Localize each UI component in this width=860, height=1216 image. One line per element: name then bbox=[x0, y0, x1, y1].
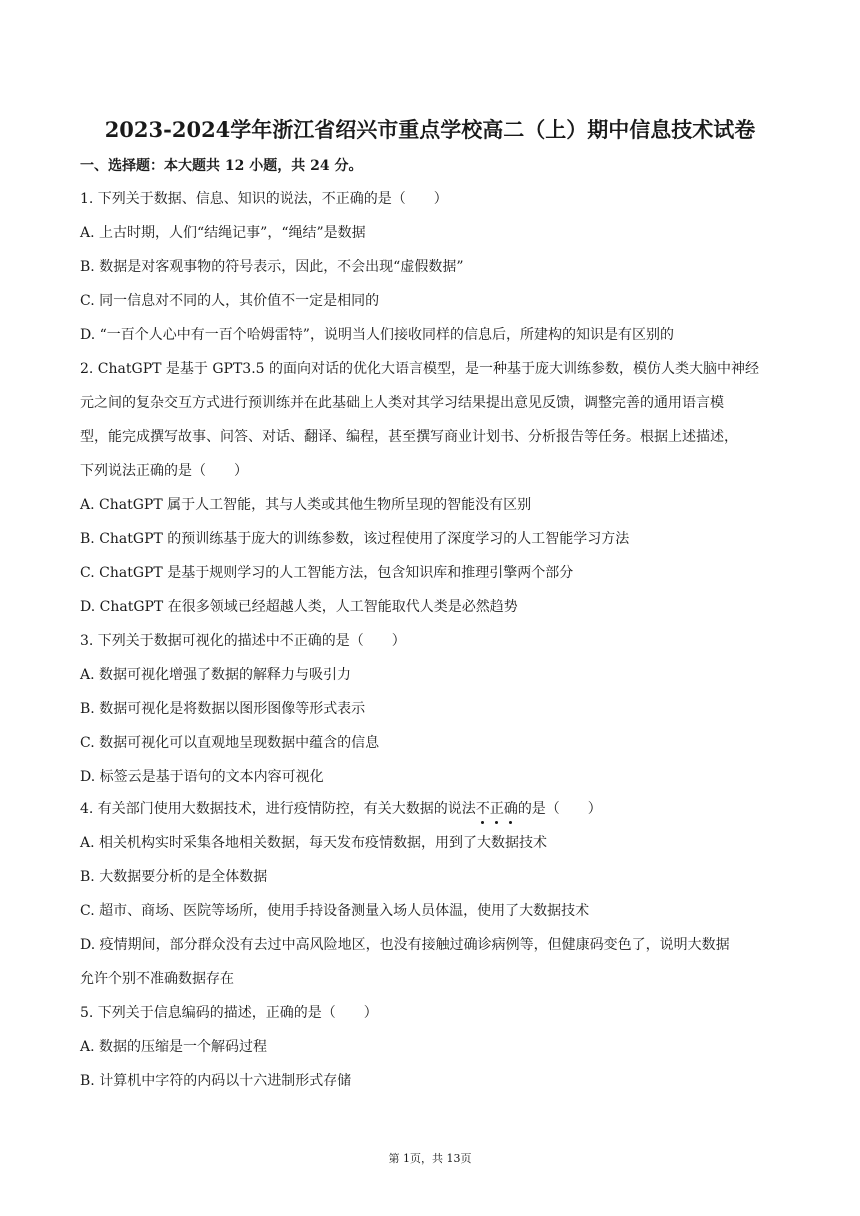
question-2-option-a: A. ChatGPT 属于人工智能，其与人类或其他生物所呈现的智能没有区别 bbox=[80, 497, 532, 513]
question-4-option-c: C. 超市、商场、医院等场所，使用手持设备测量入场人员体温，使用了大数据技术 bbox=[80, 903, 590, 919]
emphasis-char: 不 bbox=[475, 801, 490, 817]
emphasis-char: 正 bbox=[489, 801, 504, 817]
question-3-stem: 3. 下列关于数据可视化的描述中不正确的是（ ） bbox=[80, 633, 406, 649]
question-1-option-b: B. 数据是对客观事物的符号表示，因此，不会出现“虚假数据” bbox=[80, 259, 464, 275]
question-2-stem-line-3: 型，能完成撰写故事、问答、对话、翻译、编程，甚至撰写商业计划书、分析报告等任务。根据上述描述， bbox=[80, 429, 738, 445]
question-5-option-a: A. 数据的压缩是一个解码过程 bbox=[80, 1039, 268, 1055]
question-3-option-c: C. 数据可视化可以直观地呈现数据中蕴含的信息 bbox=[80, 735, 380, 751]
question-4-option-b: B. 大数据要分析的是全体数据 bbox=[80, 869, 268, 885]
question-2-option-d: D. ChatGPT 在很多领域已经超越人类，人工智能取代人类是必然趋势 bbox=[80, 599, 518, 615]
question-4-option-d-line-2: 允许个别不准确数据存在 bbox=[80, 971, 234, 987]
page-footer: 第 1页，共 13页 bbox=[388, 1152, 472, 1165]
page-title: 2023-2024学年浙江省绍兴市重点学校高二（上）期中信息技术试卷 bbox=[104, 117, 756, 142]
question-4-stem-text: 4. 有关部门使用大数据技术，进行疫情防控，有关大数据的说法 bbox=[80, 801, 476, 817]
question-3-option-d: D. 标签云是基于语句的文本内容可视化 bbox=[80, 769, 324, 785]
question-4-option-a: A. 相关机构实时采集各地相关数据，每天发布疫情数据，用到了大数据技术 bbox=[80, 835, 548, 851]
question-4-stem-tail: 的是（ ） bbox=[517, 801, 602, 817]
question-5-stem: 5. 下列关于信息编码的描述，正确的是（ ） bbox=[80, 1005, 378, 1021]
question-3-option-a: A. 数据可视化增强了数据的解释力与吸引力 bbox=[80, 667, 352, 683]
question-2-stem-line-4: 下列说法正确的是（ ） bbox=[80, 463, 248, 479]
question-2-option-b: B. ChatGPT 的预训练基于庞大的训练参数，该过程使用了深度学习的人工智能学习方法 bbox=[80, 531, 630, 547]
question-1-option-d: D. “一百个人心中有一百个哈姆雷特”，说明当人们接收同样的信息后，所建构的知识是有区别的 bbox=[80, 327, 674, 343]
question-1-stem: 1. 下列关于数据、信息、知识的说法，不正确的是（ ） bbox=[80, 191, 448, 207]
question-2-stem-line-1: 2. ChatGPT 是基于 GPT3.5 的面向对话的优化大语言模型，是一种基于庞大训练参数，模仿人类大脑中神经 bbox=[80, 361, 760, 377]
question-3-option-b: B. 数据可视化是将数据以图形图像等形式表示 bbox=[80, 701, 366, 717]
question-5-option-b: B. 计算机中字符的内码以十六进制形式存储 bbox=[80, 1073, 352, 1089]
question-4-stem bbox=[80, 799, 602, 819]
question-4-option-d-line-1: D. 疫情期间，部分群众没有去过中高风险地区，也没有接触过确诊病例等，但健康码变色了，说明大数据 bbox=[80, 937, 730, 953]
question-2-stem-line-2: 元之间的复杂交互方式进行预训练并在此基础上人类对其学习结果提出意见反馈，调整完善的通用语言模 bbox=[80, 395, 724, 411]
question-1-option-a: A. 上古时期，人们“结绳记事”，“绳结”是数据 bbox=[80, 225, 366, 241]
emphasis-char: 确 bbox=[503, 801, 518, 817]
question-2-option-c: C. ChatGPT 是基于规则学习的人工智能方法，包含知识库和推理引擎两个部分 bbox=[80, 565, 574, 581]
section-heading: 一、选择题：本大题共 12 小题，共 24 分。 bbox=[80, 158, 363, 174]
question-1-option-c: C. 同一信息对不同的人，其价值不一定是相同的 bbox=[80, 293, 380, 309]
